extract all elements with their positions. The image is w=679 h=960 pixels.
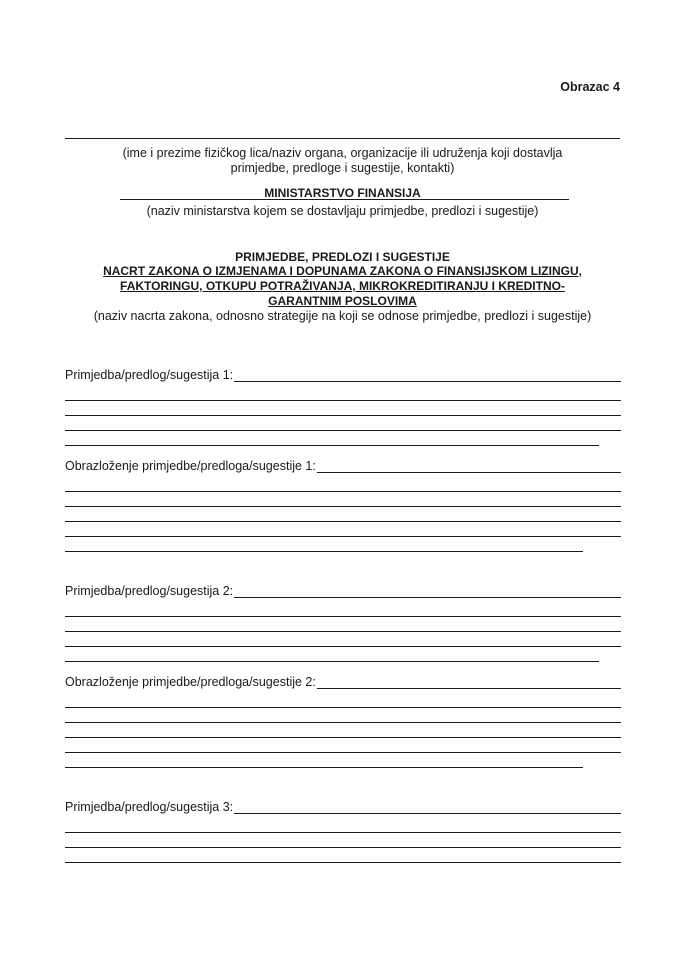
comment-2-label: Primjedba/predlog/sugestija 2: [65, 584, 234, 598]
explanation-1-line[interactable] [65, 522, 621, 537]
ministry-name: MINISTARSTVO FINANSIJA [264, 186, 421, 200]
form-number: Obrazac 4 [560, 80, 620, 94]
form-heading: PRIMJEDBE, PREDLOZI I SUGESTIJE [235, 250, 450, 264]
ministry-note: (naziv ministarstva kojem se dostavljaju primjedbe, predlozi i sugestije) [146, 204, 539, 218]
section-comment-1 [65, 368, 621, 446]
comment-1-label-row[interactable] [65, 368, 621, 386]
comment-3-label: Primjedba/predlog/sugestija 3: [65, 800, 234, 814]
law-note: (naziv nacrta zakona, odnosno strategije na koji se odnose primjedbe, predlozi i sugestije) [93, 309, 592, 323]
explanation-2-label: Obrazloženje primjedbe/predloga/sugestije 2: [65, 675, 316, 689]
explanation-1-line[interactable] [65, 537, 621, 552]
explanation-2-line[interactable] [65, 738, 621, 753]
comment-1-label: Primjedba/predlog/sugestija 1: [65, 368, 234, 382]
explanation-2-line[interactable] [65, 708, 621, 723]
explanation-1-label: Obrazloženje primjedbe/predloga/sugestije 1: [65, 459, 316, 473]
explanation-1-label-row[interactable] [65, 459, 621, 477]
law-title-line-1: NACRT ZAKONA O IZMJENAMA I DOPUNAMA ZAKONA O FINANSIJSKOM LIZINGU, [103, 264, 582, 278]
comment-1-line[interactable] [65, 416, 621, 431]
section-comment-2 [65, 584, 621, 662]
section-explanation-2 [65, 675, 621, 768]
comment-3-label-row[interactable] [65, 800, 621, 818]
comment-3-line[interactable] [65, 833, 621, 848]
law-title-line-2: FAKTORINGU, OTKUPU POTRAŽIVANJA, MIKROKREDITIRANJU I KREDITNO- [120, 279, 565, 293]
comment-2-line[interactable] [65, 647, 621, 662]
submitter-signature-line[interactable] [65, 138, 620, 139]
explanation-1-line[interactable] [65, 507, 621, 522]
section-comment-3 [65, 800, 621, 863]
comment-3-line[interactable] [65, 848, 621, 863]
explanation-2-line[interactable] [65, 723, 621, 738]
submitter-note-line-1: (ime i prezime fizičkog lica/naziv organa, organizacije ili udruženja koji dostavlja [122, 146, 563, 160]
comment-3-line[interactable] [65, 818, 621, 833]
comment-2-label-row[interactable] [65, 584, 621, 602]
law-title [60, 264, 625, 309]
comment-1-line[interactable] [65, 431, 621, 446]
comment-1-line[interactable] [65, 401, 621, 416]
explanation-1-line[interactable] [65, 492, 621, 507]
comment-2-line[interactable] [65, 602, 621, 617]
explanation-2-line[interactable] [65, 753, 621, 768]
law-title-line-3: GARANTNIM POSLOVIMA [268, 294, 417, 308]
explanation-2-line[interactable] [65, 693, 621, 708]
comment-1-line[interactable] [65, 386, 621, 401]
submitter-note-line-2: primjedbe, predloge i sugestije, kontakti) [230, 161, 455, 175]
explanation-2-label-row[interactable] [65, 675, 621, 693]
submitter-note [60, 146, 625, 176]
comment-2-line[interactable] [65, 617, 621, 632]
section-explanation-1 [65, 459, 621, 552]
comment-2-line[interactable] [65, 632, 621, 647]
explanation-1-line[interactable] [65, 477, 621, 492]
